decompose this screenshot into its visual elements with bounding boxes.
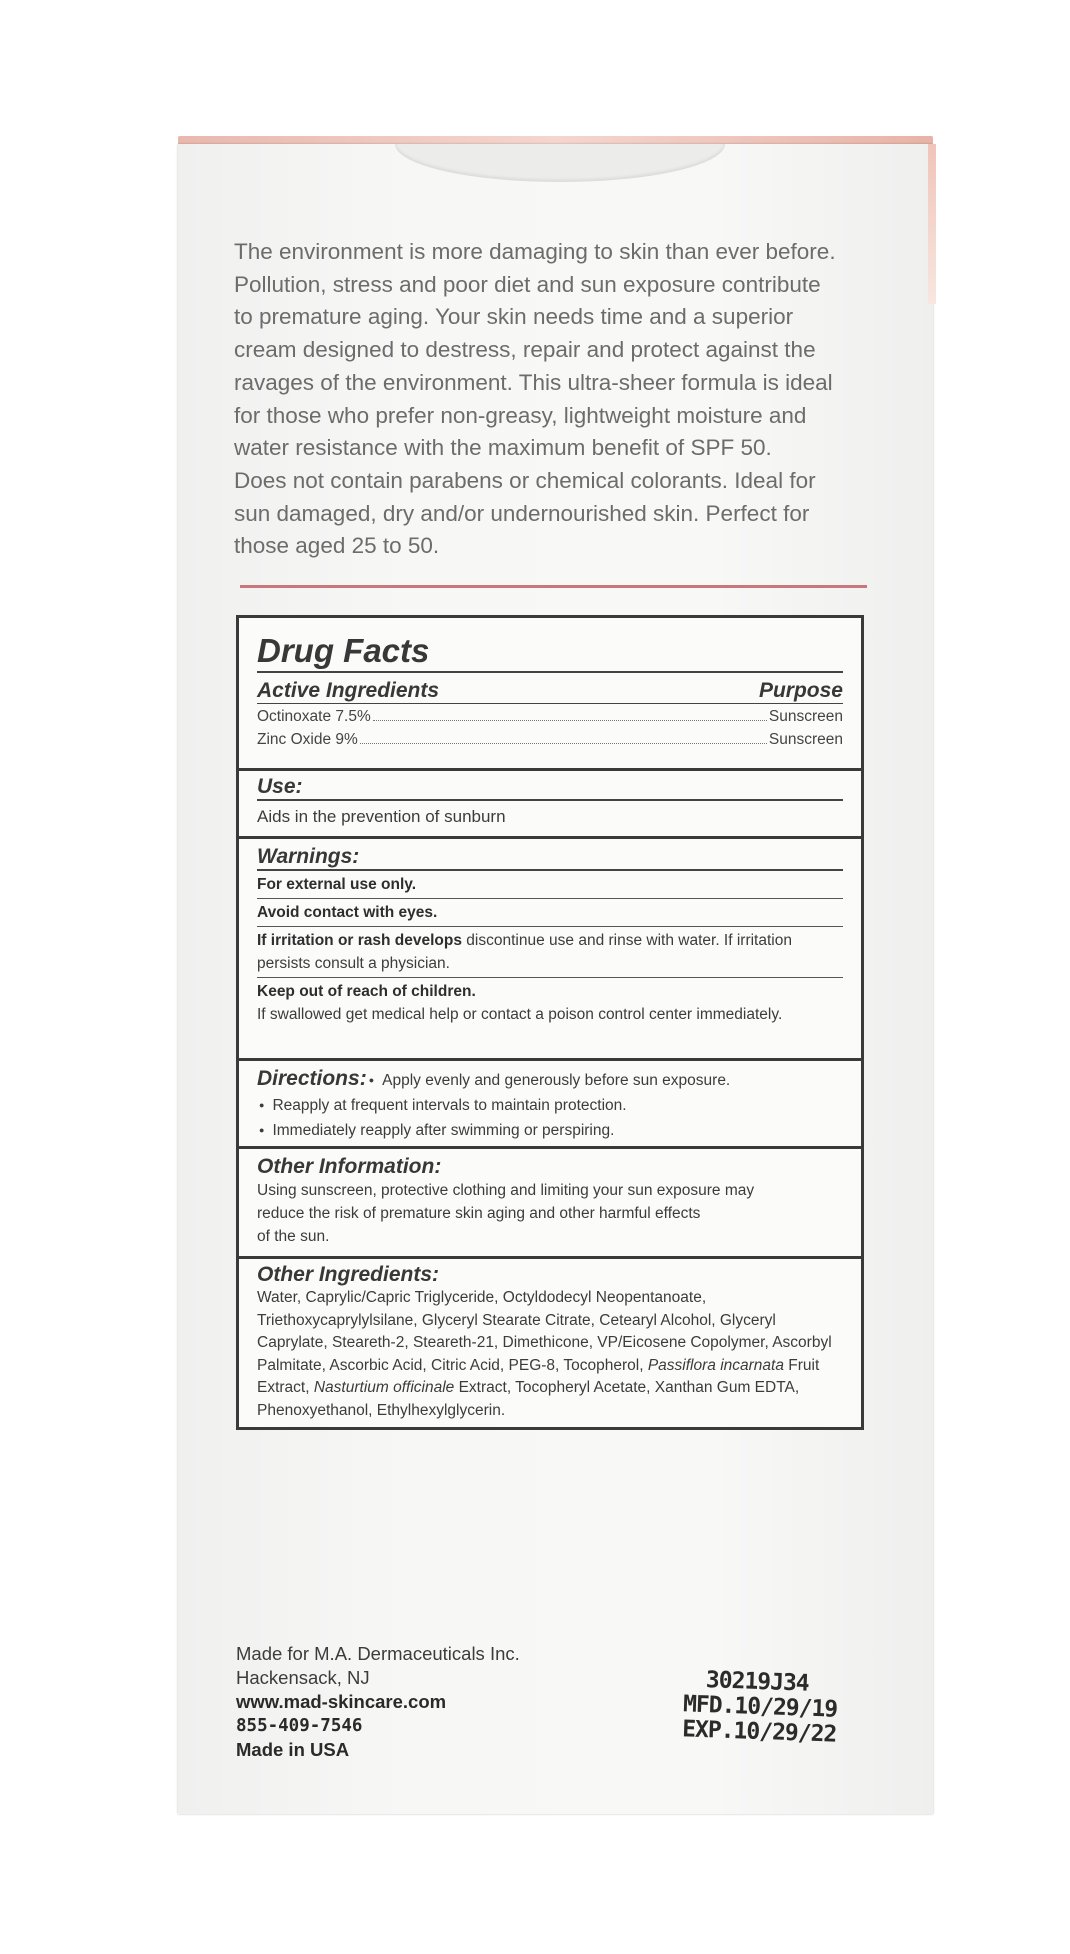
active-name: Zinc Oxide 9% [257,731,358,748]
other-information-section [239,1146,861,1263]
other-info-heading: Other Information: [257,1155,442,1178]
warning-external-text: For external use only. [257,875,417,893]
drug-facts-title: Drug Facts [257,632,430,669]
warning-children-text: If swallowed get medical help or contact a poison control center immediately. [257,1005,783,1023]
ingredients-italic: Nasturtium officinale [313,1379,455,1396]
divider-rule [240,585,867,588]
warning-children [257,978,843,1028]
directions-section [239,1058,861,1151]
active-row [257,705,843,728]
ingredients-text: Extract, Tocopheryl Acetate, Xanthan Gum EDTA, Phenoxyethanol, Ethylhexylglycerin. [257,1379,800,1419]
description-line: for those who prefer non-greasy, lightweight moisture and [234,402,807,428]
warning-eyes [257,899,843,927]
other-info-line: Using sunscreen, protective clothing and limiting your sun exposure may [257,1182,755,1199]
ingredients-list [257,1287,843,1422]
description-line: Does not contain parabens or chemical colorants. Ideal for [234,467,816,493]
active-name: Octinoxate 7.5% [257,708,371,725]
other-ingredients-section [239,1256,861,1433]
description-line: ravages of the environment. This ultra-sheer formula is ideal [234,369,833,395]
other-ingredients-heading: Other Ingredients: [257,1263,440,1286]
directions-line-2 [257,1094,843,1119]
lot-stamp [682,1667,839,1747]
other-info-line: of the sun. [257,1228,330,1245]
warning-irritation-text: discontinue use and rinse with water. If irritation persists consult a physician. [257,931,792,972]
description-line: water resistance with the maximum benefit of SPF 50. [234,435,772,461]
direction-item: Immediately reapply after swimming or perspiring. [272,1122,615,1139]
active-ingredients-heading: Active Ingredients [257,678,440,702]
description-line: Pollution, stress and poor diet and sun exposure contribute [234,271,821,297]
ingredients-italic: Passiflora incarnata [647,1356,784,1374]
active-purpose: Sunscreen [768,708,843,725]
warnings-section [239,836,861,1067]
title-underline [257,671,843,673]
directions-line-1 [257,1067,843,1094]
origin: Made in USA [236,1739,350,1760]
use-underline [257,799,843,801]
direction-item: Reapply at frequent intervals to maintain protection. [272,1097,627,1114]
product-description [234,236,874,563]
exp-date: EXP.10/29/22 [681,1716,837,1748]
drug-facts-panel [236,615,864,1430]
directions-heading: Directions: [257,1067,367,1090]
warning-eyes-text: Avoid contact with eyes. [257,903,438,921]
ingredients-text: Fruit Extract, [257,1356,820,1396]
active-purpose: Sunscreen [768,731,843,748]
warning-external [257,871,843,899]
description-line: those aged 25 to 50. [234,533,440,559]
use-heading: Use: [257,775,303,798]
bullet-icon [367,1072,382,1089]
use-text: Aids in the prevention of sunburn [257,806,506,826]
bullet-icon [257,1122,272,1139]
active-underline [257,703,843,705]
manufacturer-info [236,1642,520,1762]
warnings-heading: Warnings: [257,845,360,868]
directions-line-3 [257,1119,843,1144]
active-row [257,728,843,751]
city: Hackensack, NJ [236,1667,370,1688]
phone: 855-409-7546 [236,1716,363,1736]
warning-children-bold: Keep out of reach of children. [257,982,476,1000]
ingredients-text: Water, Caprylic/Capric Triglyceride, Octyldodecyl Neopentanoate, Triethoxycaprylylsilane, Glyceryl Stearate Citrate, Cetearyl Alcohol, Glyceryl Caprylate, Steareth-2, Steareth-21, Dimethicone, VP/Eicosene Copolymer, Ascorbyl Palmitate, Ascorbic Acid, Citric Acid, PEG-8, Tocopherol, [257,1289,832,1374]
description-line: sun damaged, dry and/or undernourished skin. Perfect for [234,500,810,526]
box-side-edge [928,144,936,304]
active-ingredients-section [239,618,861,768]
use-section [239,768,861,839]
website: www.mad-skincare.com [236,1691,447,1712]
description-line: cream designed to destress, repair and protect against the [234,337,816,363]
mfd-date: MFD.10/29/19 [682,1691,838,1723]
description-line: to premature aging. Your skin needs time and a superior [234,304,794,330]
lot-code: 30219J34 [705,1667,810,1697]
bullet-icon [257,1097,272,1114]
warning-irritation-bold: If irritation or rash develops [257,931,462,949]
dot-leader [360,743,767,744]
purpose-heading: Purpose [758,678,843,702]
other-info-line: reduce the risk of premature skin aging and other harmful effects [257,1205,701,1222]
active-header [257,679,843,703]
description-line: The environment is more damaging to skin than ever before. [234,239,836,264]
dot-leader [373,720,767,721]
made-for: Made for M.A. Dermaceuticals Inc. [236,1643,520,1664]
warning-irritation [257,927,843,978]
direction-item: Apply evenly and generously before sun exposure. [382,1072,731,1089]
